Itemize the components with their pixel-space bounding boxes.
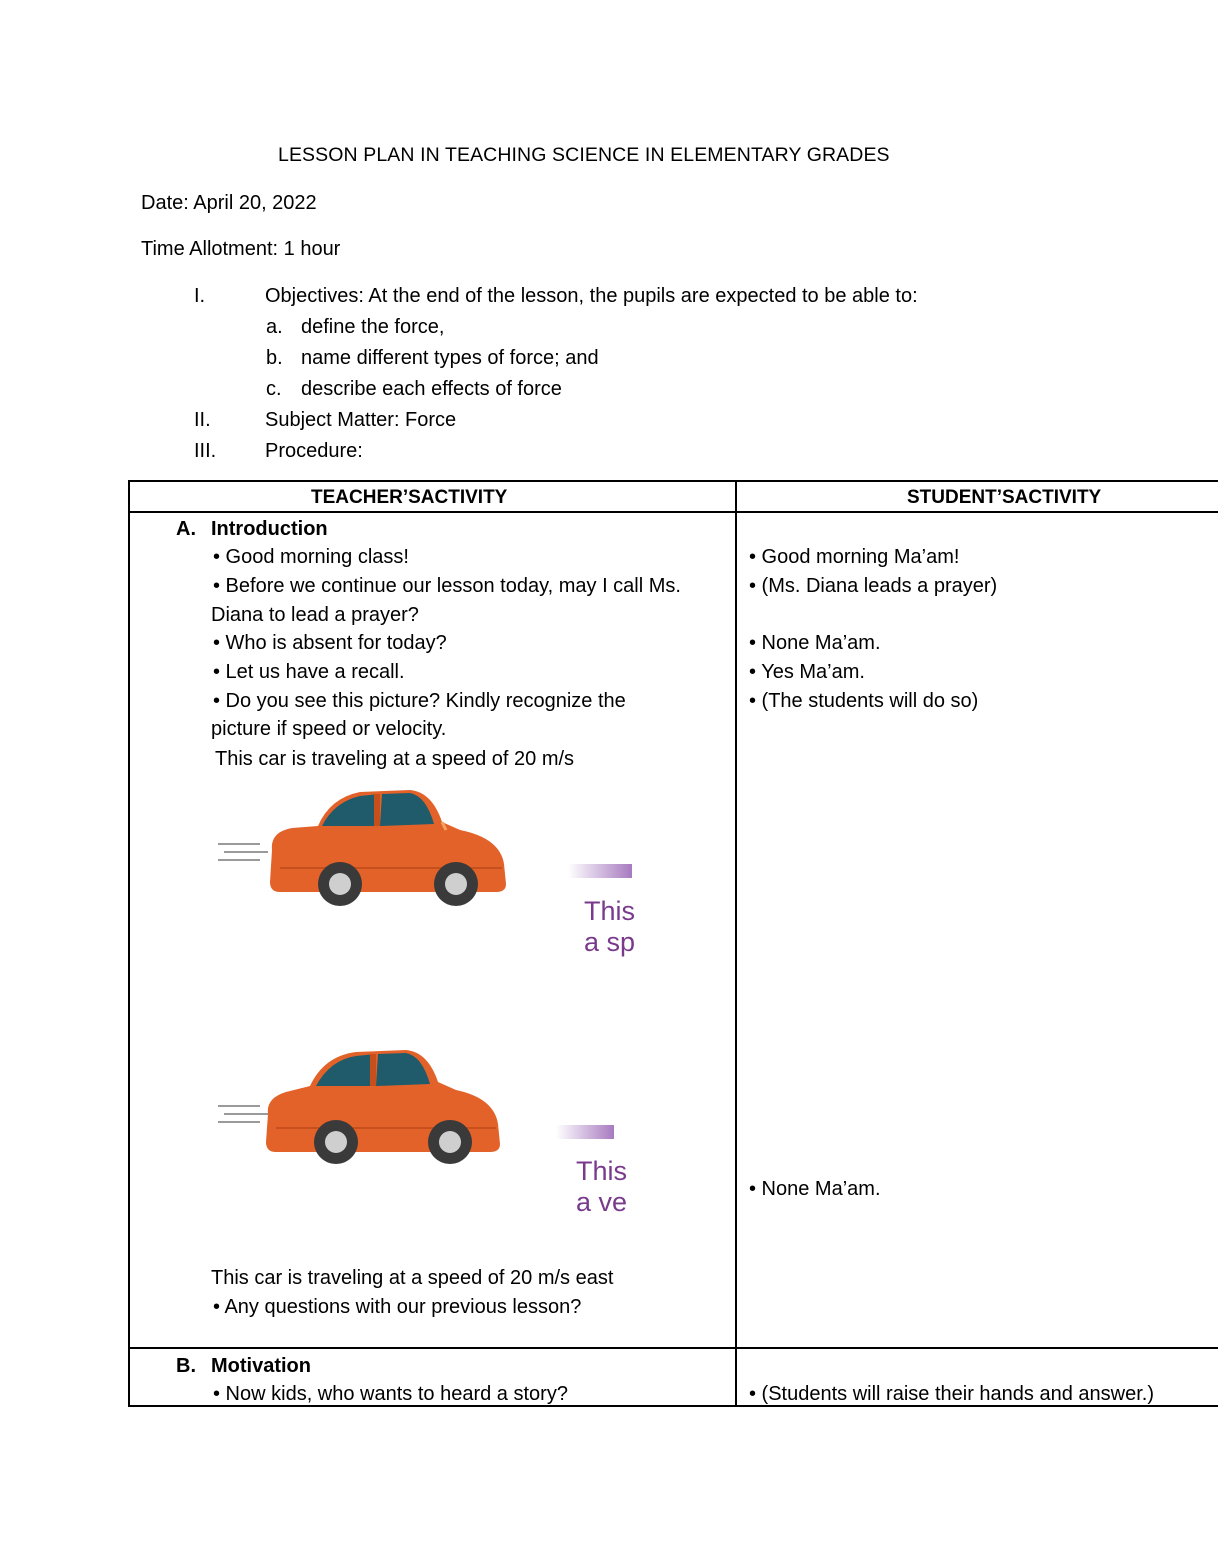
intro-heading: Introduction [211, 518, 328, 540]
car-icon [270, 790, 506, 906]
caption-line: This [584, 896, 636, 926]
objective-item: describe each effects of force [301, 378, 562, 400]
speed-car-image [210, 780, 640, 980]
teacher-line: • Do you see this picture? Kindly recognize the [213, 690, 626, 712]
objective-item: define the force, [301, 316, 445, 338]
table-border-header [128, 511, 1218, 513]
caption-gradient-bar [568, 864, 632, 878]
time-allotment-line: Time Allotment: 1 hour [141, 238, 341, 260]
table-border-row [128, 1347, 1218, 1349]
car-caption-1 [584, 896, 636, 958]
section-number-subject: II. [194, 409, 211, 431]
objective-letter: a. [266, 316, 283, 338]
student-activity-header: STUDENT’SACTIVITY [907, 487, 1102, 508]
teacher-line: Diana to lead a prayer? [211, 604, 419, 626]
teacher-activity-header: TEACHER’SACTIVITY [311, 487, 508, 508]
objectives-heading: Objectives: At the end of the lesson, the pupils are expected to be able to: [265, 285, 918, 307]
intro-letter: A. [176, 518, 196, 540]
teacher-line: • Who is absent for today? [213, 632, 447, 654]
motivation-heading: Motivation [211, 1355, 311, 1377]
student-line: • Yes Ma’am. [749, 661, 865, 683]
subject-matter: Subject Matter: Force [265, 409, 457, 431]
student-line: • (Ms. Diana leads a prayer) [749, 575, 998, 597]
caption-line: a ve [576, 1187, 628, 1217]
procedure-heading: Procedure: [265, 440, 363, 462]
speed-lines-icon [218, 844, 268, 860]
student-line: • (The students will do so) [749, 690, 979, 712]
table-border-left [128, 480, 130, 1407]
section-number-procedure: III. [194, 440, 217, 462]
table-border-middle [735, 480, 737, 1407]
document-title: LESSON PLAN IN TEACHING SCIENCE IN ELEMENTARY GRADES [278, 144, 890, 166]
caption-line: This [576, 1156, 628, 1186]
table-border-top [128, 480, 1218, 482]
objective-letter: c. [266, 378, 282, 400]
teacher-line: picture if speed or velocity. [211, 718, 447, 740]
caption-line: a sp [584, 927, 636, 957]
student-line: • None Ma’am. [749, 632, 881, 654]
student-line: • (Students will raise their hands and answer.) [749, 1383, 1154, 1405]
speed-lines-icon [218, 1106, 268, 1122]
teacher-line: • Any questions with our previous lesson? [213, 1296, 582, 1318]
objective-item: name different types of force; and [301, 347, 599, 369]
student-line: • Good morning Ma’am! [749, 546, 960, 568]
teacher-line: • Let us have a recall. [213, 661, 405, 683]
student-line: • None Ma’am. [749, 1178, 881, 1200]
objective-letter: b. [266, 347, 283, 369]
caption-gradient-bar [556, 1125, 614, 1139]
teacher-line: This car is traveling at a speed of 20 m/s east [211, 1267, 614, 1289]
car-icon [266, 1050, 500, 1164]
teacher-line: This car is traveling at a speed of 20 m/s [215, 748, 575, 770]
date-line: Date: April 20, 2022 [141, 192, 317, 214]
section-number-objectives: I. [194, 285, 206, 307]
motivation-letter: B. [176, 1355, 196, 1377]
teacher-line: • Good morning class! [213, 546, 409, 568]
car-caption-2 [576, 1156, 628, 1218]
teacher-line: • Now kids, who wants to heard a story? [213, 1383, 568, 1405]
teacher-line: • Before we continue our lesson today, may I call Ms. [213, 575, 681, 597]
